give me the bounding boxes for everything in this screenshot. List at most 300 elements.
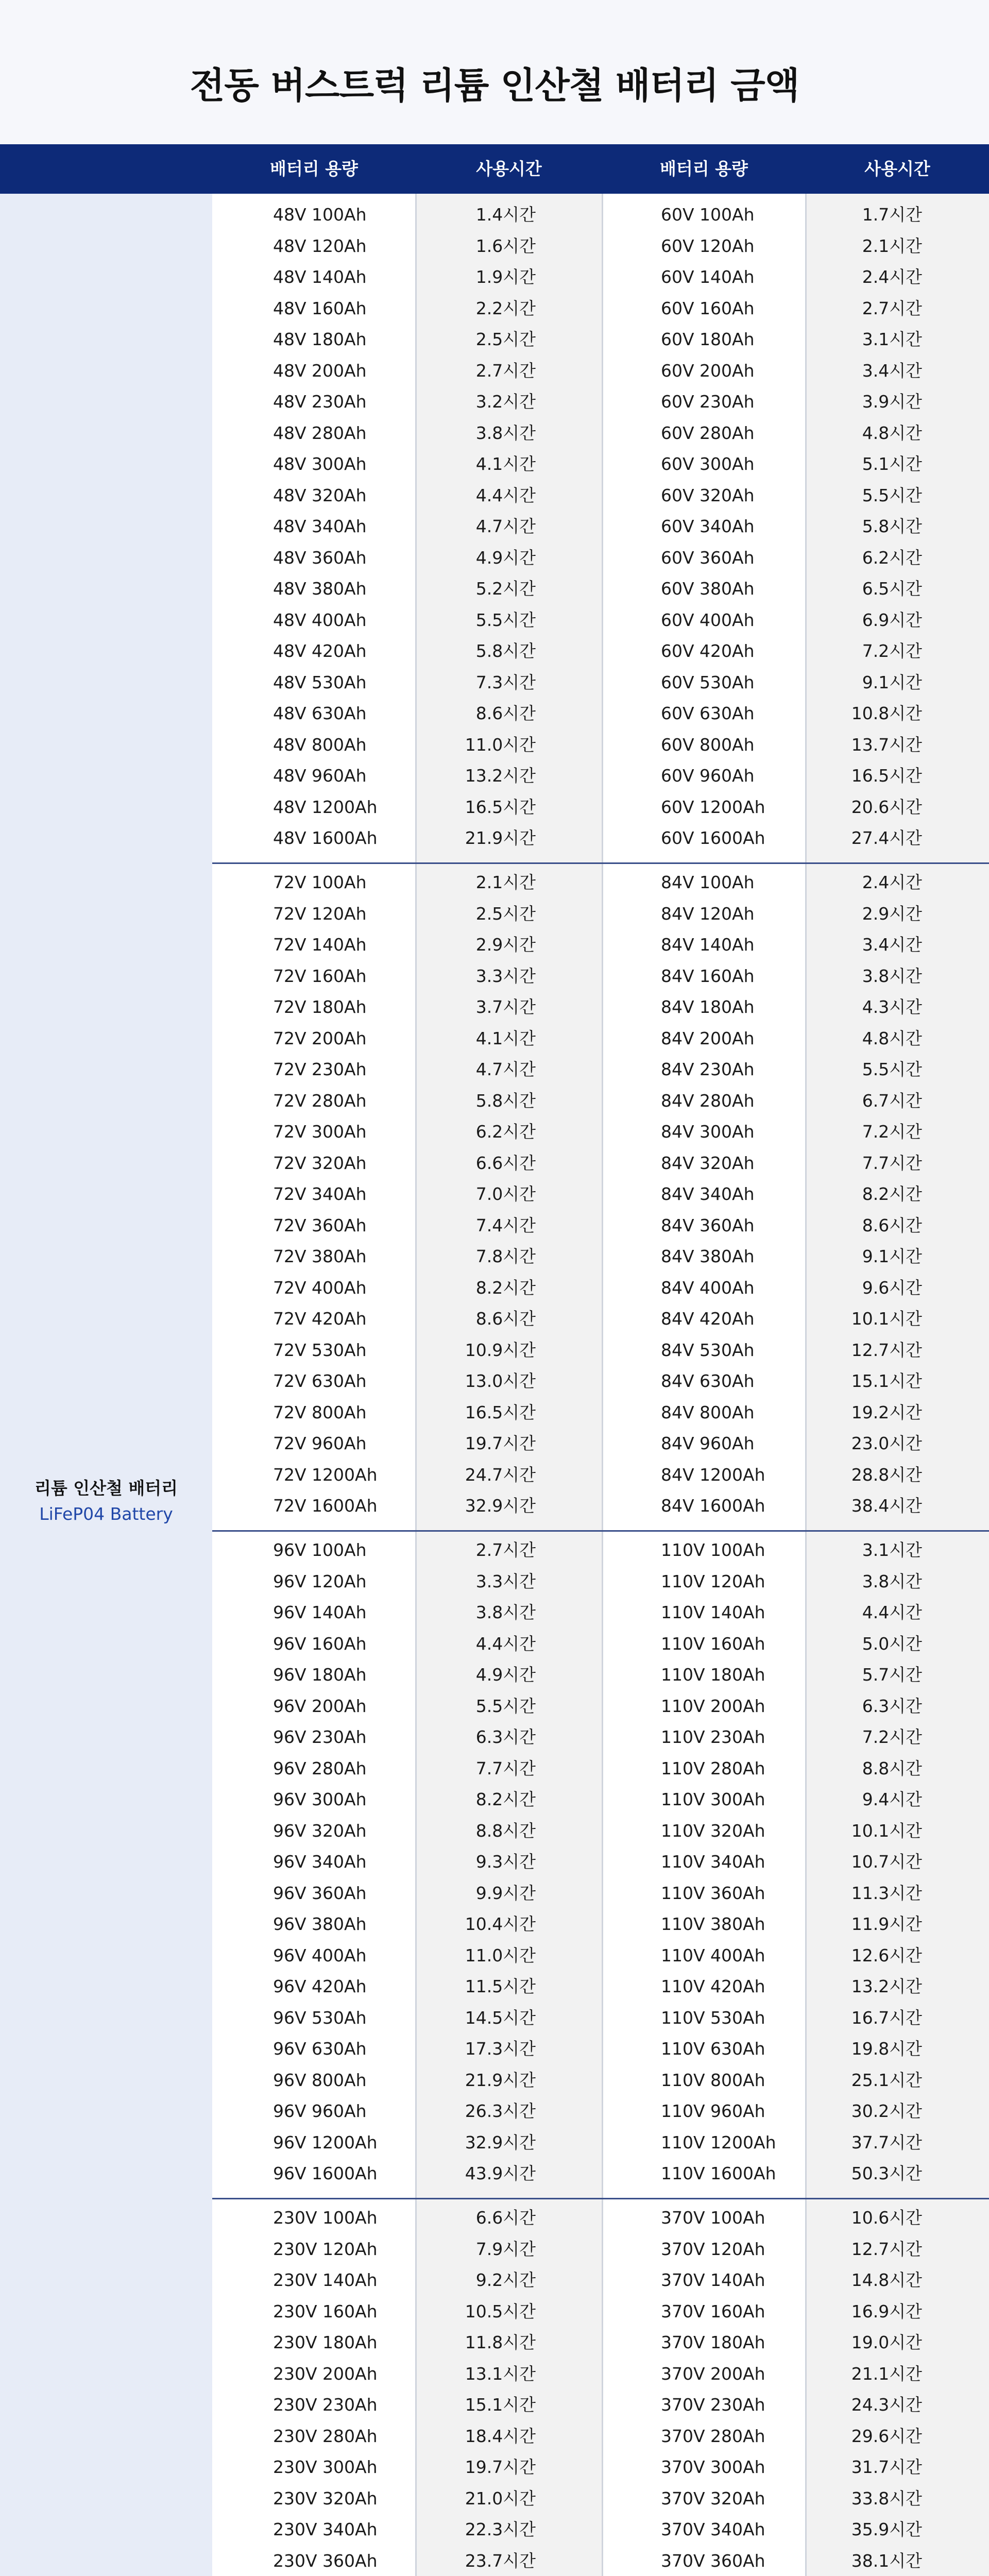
capacity-cell: 96V 360Ah	[273, 1883, 367, 1903]
runtime-cell: 2.5시간	[475, 329, 536, 349]
capacity-cell: 72V 630Ah	[273, 1371, 367, 1391]
runtime-cell: 7.2시간	[862, 1122, 922, 1142]
capacity-cell: 72V 160Ah	[273, 965, 367, 986]
runtime-cell: 26.3시간	[465, 2101, 536, 2121]
capacity-cell: 96V 320Ah	[273, 1820, 367, 1841]
capacity-cell: 230V 280Ah	[273, 2426, 378, 2446]
table-row	[0, 1659, 989, 1690]
runtime-cell: 38.4시간	[851, 1496, 922, 1516]
table-row	[0, 667, 989, 698]
capacity-cell: 110V 200Ah	[661, 1696, 765, 1716]
runtime-cell: 35.9시간	[851, 2519, 922, 2539]
runtime-cell: 21.9시간	[465, 828, 536, 848]
capacity-cell: 230V 230Ah	[273, 2395, 378, 2415]
runtime-cell: 1.4시간	[475, 205, 536, 225]
capacity-cell: 72V 380Ah	[273, 1246, 367, 1266]
header-capacity-1: 배터리 용량	[270, 159, 358, 179]
runtime-cell: 10.1시간	[851, 1309, 922, 1329]
capacity-cell: 96V 630Ah	[273, 2039, 367, 2059]
capacity-cell: 230V 300Ah	[273, 2457, 378, 2477]
table-row	[0, 355, 989, 386]
capacity-cell: 110V 530Ah	[661, 2007, 765, 2028]
capacity-cell: 72V 800Ah	[273, 1402, 367, 1422]
runtime-cell: 3.4시간	[862, 935, 922, 955]
capacity-cell: 370V 340Ah	[661, 2519, 765, 2539]
runtime-cell: 37.7시간	[851, 2132, 922, 2153]
capacity-cell: 72V 120Ah	[273, 903, 367, 924]
runtime-cell: 16.9시간	[851, 2301, 922, 2321]
capacity-cell: 96V 160Ah	[273, 1633, 367, 1654]
capacity-cell: 96V 1600Ah	[273, 2163, 378, 2183]
runtime-cell: 7.8시간	[475, 1246, 536, 1266]
capacity-cell: 60V 200Ah	[661, 360, 755, 381]
runtime-cell: 3.1시간	[862, 329, 922, 349]
runtime-cell: 13.1시간	[465, 2363, 536, 2384]
table-row	[0, 324, 989, 355]
runtime-cell: 5.2시간	[475, 579, 536, 599]
capacity-cell: 370V 140Ah	[661, 2270, 765, 2290]
table-row	[0, 1878, 989, 1909]
runtime-cell: 13.0시간	[465, 1371, 536, 1391]
table-row	[0, 1273, 989, 1303]
runtime-cell: 3.3시간	[475, 1571, 536, 1591]
table-row	[0, 823, 989, 854]
capacity-cell: 110V 120Ah	[661, 1571, 765, 1591]
capacity-cell: 96V 100Ah	[273, 1540, 367, 1560]
capacity-cell: 110V 960Ah	[661, 2101, 765, 2121]
capacity-cell: 84V 120Ah	[661, 903, 755, 924]
table-row	[0, 262, 989, 293]
capacity-cell: 72V 140Ah	[273, 935, 367, 955]
runtime-cell: 4.3시간	[862, 997, 922, 1017]
runtime-cell: 31.7시간	[851, 2457, 922, 2477]
capacity-cell: 72V 320Ah	[273, 1153, 367, 1173]
capacity-cell: 48V 200Ah	[273, 360, 367, 381]
runtime-cell: 6.3시간	[862, 1696, 922, 1716]
table-row	[0, 992, 989, 1023]
runtime-cell: 10.7시간	[851, 1852, 922, 1872]
capacity-cell: 48V 420Ah	[273, 641, 367, 661]
runtime-cell: 10.4시간	[465, 1914, 536, 1934]
runtime-cell: 7.0시간	[475, 1184, 536, 1204]
capacity-cell: 84V 360Ah	[661, 1215, 755, 1235]
runtime-cell: 22.3시간	[465, 2519, 536, 2539]
table-row	[0, 2158, 989, 2189]
capacity-cell: 230V 200Ah	[273, 2363, 378, 2384]
side-label-korean: 리튬 인산철 배터리	[34, 1478, 178, 1498]
capacity-cell: 84V 1200Ah	[661, 1464, 765, 1485]
capacity-cell: 110V 1200Ah	[661, 2132, 776, 2153]
table-row	[0, 1397, 989, 1428]
capacity-cell: 96V 380Ah	[273, 1914, 367, 1934]
runtime-cell: 8.8시간	[475, 1820, 536, 1841]
runtime-cell: 5.8시간	[475, 641, 536, 661]
capacity-cell: 110V 400Ah	[661, 1945, 765, 1965]
capacity-cell: 48V 530Ah	[273, 672, 367, 692]
runtime-cell: 7.9시간	[475, 2239, 536, 2259]
table-row	[0, 231, 989, 262]
runtime-cell: 1.7시간	[862, 205, 922, 225]
capacity-cell: 48V 300Ah	[273, 454, 367, 474]
runtime-cell: 9.9시간	[475, 1883, 536, 1903]
group-divider	[212, 2198, 989, 2199]
table-row	[0, 2546, 989, 2576]
capacity-cell: 110V 320Ah	[661, 1820, 765, 1841]
table-row	[0, 698, 989, 729]
runtime-cell: 19.2시간	[851, 1402, 922, 1422]
runtime-cell: 5.8시간	[475, 1090, 536, 1111]
runtime-cell: 16.5시간	[465, 796, 536, 817]
runtime-cell: 13.2시간	[851, 1976, 922, 1996]
capacity-cell: 60V 420Ah	[661, 641, 755, 661]
capacity-cell: 48V 360Ah	[273, 547, 367, 568]
table-row	[0, 867, 989, 898]
runtime-cell: 6.2시간	[475, 1122, 536, 1142]
capacity-cell: 60V 180Ah	[661, 329, 755, 349]
runtime-cell: 4.1시간	[475, 454, 536, 474]
table-row	[0, 1753, 989, 1784]
runtime-cell: 2.5시간	[475, 903, 536, 924]
table-row	[0, 2421, 989, 2452]
capacity-cell: 230V 340Ah	[273, 2519, 378, 2539]
table-row	[0, 2065, 989, 2096]
table-row	[0, 1428, 989, 1459]
capacity-cell: 60V 100Ah	[661, 205, 755, 225]
capacity-cell: 60V 400Ah	[661, 609, 755, 630]
runtime-cell: 6.6시간	[475, 2208, 536, 2228]
capacity-cell: 60V 280Ah	[661, 422, 755, 443]
runtime-cell: 2.9시간	[475, 935, 536, 955]
capacity-cell: 72V 960Ah	[273, 1433, 367, 1453]
runtime-cell: 2.4시간	[862, 267, 922, 287]
table-row	[0, 2296, 989, 2327]
runtime-cell: 32.9시간	[465, 1496, 536, 1516]
capacity-cell: 48V 960Ah	[273, 766, 367, 786]
capacity-cell: 230V 360Ah	[273, 2550, 378, 2571]
capacity-cell: 72V 100Ah	[273, 872, 367, 892]
runtime-cell: 5.0시간	[862, 1633, 922, 1654]
capacity-cell: 84V 180Ah	[661, 997, 755, 1017]
runtime-cell: 50.3시간	[851, 2163, 922, 2183]
capacity-cell: 48V 140Ah	[273, 267, 367, 287]
capacity-cell: 110V 180Ah	[661, 1665, 765, 1685]
runtime-cell: 9.3시간	[475, 1852, 536, 1872]
runtime-cell: 4.9시간	[475, 547, 536, 568]
table-row	[0, 1971, 989, 2002]
table-row	[0, 199, 989, 230]
runtime-cell: 19.0시간	[851, 2332, 922, 2352]
runtime-cell: 4.4시간	[862, 1602, 922, 1622]
runtime-cell: 33.8시간	[851, 2488, 922, 2509]
capacity-cell: 110V 360Ah	[661, 1883, 765, 1903]
table-row	[0, 449, 989, 480]
runtime-cell: 6.5시간	[862, 579, 922, 599]
runtime-cell: 3.8시간	[862, 965, 922, 986]
capacity-cell: 96V 300Ah	[273, 1789, 367, 1809]
runtime-cell: 4.1시간	[475, 1028, 536, 1048]
runtime-cell: 4.9시간	[475, 1665, 536, 1685]
capacity-cell: 48V 1600Ah	[273, 828, 378, 848]
runtime-cell: 43.9시간	[465, 2163, 536, 2183]
runtime-cell: 21.9시간	[465, 2070, 536, 2090]
capacity-cell: 84V 140Ah	[661, 935, 755, 955]
capacity-cell: 48V 160Ah	[273, 298, 367, 318]
capacity-cell: 110V 1600Ah	[661, 2163, 776, 2183]
table-row	[0, 1054, 989, 1085]
capacity-cell: 60V 800Ah	[661, 734, 755, 755]
capacity-cell: 48V 340Ah	[273, 516, 367, 536]
table-row	[0, 2033, 989, 2064]
runtime-cell: 2.1시간	[475, 872, 536, 892]
runtime-cell: 4.7시간	[475, 516, 536, 536]
capacity-cell: 84V 630Ah	[661, 1371, 755, 1391]
table-row	[0, 386, 989, 417]
table-row	[0, 2003, 989, 2033]
capacity-cell: 230V 140Ah	[273, 2270, 378, 2290]
runtime-cell: 11.8시간	[465, 2332, 536, 2352]
capacity-cell: 48V 280Ah	[273, 422, 367, 443]
runtime-cell: 12.6시간	[851, 1945, 922, 1965]
runtime-cell: 28.8시간	[851, 1464, 922, 1485]
capacity-cell: 60V 120Ah	[661, 235, 755, 256]
capacity-cell: 72V 230Ah	[273, 1059, 367, 1079]
capacity-cell: 96V 530Ah	[273, 2007, 367, 2028]
runtime-cell: 23.7시간	[465, 2550, 536, 2571]
capacity-cell: 96V 120Ah	[273, 1571, 367, 1591]
capacity-cell: 72V 1200Ah	[273, 1464, 378, 1485]
capacity-cell: 48V 100Ah	[273, 205, 367, 225]
capacity-cell: 84V 530Ah	[661, 1340, 755, 1360]
capacity-cell: 84V 380Ah	[661, 1246, 755, 1266]
capacity-cell: 370V 280Ah	[661, 2426, 765, 2446]
capacity-cell: 370V 320Ah	[661, 2488, 765, 2509]
table-row	[0, 636, 989, 667]
capacity-cell: 60V 360Ah	[661, 547, 755, 568]
runtime-cell: 6.3시간	[475, 1727, 536, 1747]
runtime-cell: 4.4시간	[475, 1633, 536, 1654]
runtime-cell: 8.6시간	[475, 703, 536, 723]
table-row	[0, 1816, 989, 1846]
runtime-cell: 7.4시간	[475, 1215, 536, 1235]
header-runtime-1: 사용시간	[476, 159, 542, 179]
runtime-cell: 8.2시간	[862, 1184, 922, 1204]
capacity-cell: 230V 180Ah	[273, 2332, 378, 2352]
runtime-cell: 3.3시간	[475, 965, 536, 986]
capacity-cell: 230V 160Ah	[273, 2301, 378, 2321]
runtime-cell: 18.4시간	[465, 2426, 536, 2446]
capacity-cell: 60V 530Ah	[661, 672, 755, 692]
capacity-cell: 84V 1600Ah	[661, 1496, 765, 1516]
runtime-cell: 5.1시간	[862, 454, 922, 474]
capacity-cell: 84V 800Ah	[661, 1402, 755, 1422]
table-row	[0, 1116, 989, 1147]
runtime-cell: 3.2시간	[475, 392, 536, 412]
runtime-cell: 15.1시간	[851, 1371, 922, 1391]
runtime-cell: 29.6시간	[851, 2426, 922, 2446]
capacity-cell: 84V 420Ah	[661, 1309, 755, 1329]
capacity-cell: 48V 400Ah	[273, 609, 367, 630]
runtime-cell: 5.5시간	[862, 1059, 922, 1079]
capacity-cell: 230V 120Ah	[273, 2239, 378, 2259]
table-row	[0, 1629, 989, 1659]
table-row	[0, 792, 989, 823]
runtime-cell: 11.3시간	[851, 1883, 922, 1903]
runtime-cell: 5.8시간	[862, 516, 922, 536]
capacity-cell: 72V 280Ah	[273, 1090, 367, 1111]
capacity-cell: 370V 230Ah	[661, 2395, 765, 2415]
runtime-cell: 1.9시간	[475, 267, 536, 287]
runtime-cell: 8.2시간	[475, 1277, 536, 1298]
runtime-cell: 3.4시간	[862, 360, 922, 381]
runtime-cell: 19.7시간	[465, 1433, 536, 1453]
runtime-cell: 27.4시간	[851, 828, 922, 848]
runtime-cell: 15.1시간	[465, 2395, 536, 2415]
capacity-cell: 370V 300Ah	[661, 2457, 765, 2477]
capacity-cell: 48V 800Ah	[273, 734, 367, 755]
table-row	[0, 1846, 989, 1877]
runtime-cell: 7.3시간	[475, 672, 536, 692]
table-row	[0, 1460, 989, 1490]
capacity-cell: 60V 160Ah	[661, 298, 755, 318]
runtime-cell: 6.6시간	[475, 1153, 536, 1173]
table-row	[0, 293, 989, 324]
runtime-cell: 30.2시간	[851, 2101, 922, 2121]
runtime-cell: 8.2시간	[475, 1789, 536, 1809]
capacity-cell: 110V 280Ah	[661, 1758, 765, 1778]
capacity-cell: 72V 300Ah	[273, 1122, 367, 1142]
capacity-cell: 96V 400Ah	[273, 1945, 367, 1965]
capacity-cell: 96V 800Ah	[273, 2070, 367, 2090]
table-row	[0, 961, 989, 992]
table-row	[0, 760, 989, 791]
capacity-cell: 60V 380Ah	[661, 579, 755, 599]
table-row	[0, 1366, 989, 1397]
capacity-cell: 60V 630Ah	[661, 703, 755, 723]
table-row	[0, 929, 989, 960]
capacity-cell: 84V 320Ah	[661, 1153, 755, 1173]
table-row	[0, 1691, 989, 1722]
table-row	[0, 2359, 989, 2389]
runtime-cell: 2.7시간	[475, 1540, 536, 1560]
runtime-cell: 5.5시간	[475, 1696, 536, 1716]
runtime-cell: 7.2시간	[862, 641, 922, 661]
runtime-cell: 8.8시간	[862, 1758, 922, 1778]
capacity-cell: 96V 140Ah	[273, 1602, 367, 1622]
capacity-cell: 110V 140Ah	[661, 1602, 765, 1622]
runtime-cell: 2.2시간	[475, 298, 536, 318]
capacity-cell: 48V 320Ah	[273, 485, 367, 505]
capacity-cell: 84V 230Ah	[661, 1059, 755, 1079]
capacity-cell: 84V 340Ah	[661, 1184, 755, 1204]
runtime-cell: 5.5시간	[475, 609, 536, 630]
capacity-cell: 48V 180Ah	[273, 329, 367, 349]
runtime-cell: 7.7시간	[475, 1758, 536, 1778]
capacity-cell: 96V 280Ah	[273, 1758, 367, 1778]
runtime-cell: 6.9시간	[862, 609, 922, 630]
table-row	[0, 1086, 989, 1116]
runtime-cell: 3.8시간	[862, 1571, 922, 1591]
runtime-cell: 2.7시간	[862, 298, 922, 318]
table-row	[0, 1303, 989, 1334]
runtime-cell: 9.6시간	[862, 1277, 922, 1298]
runtime-cell: 9.1시간	[862, 1246, 922, 1266]
runtime-cell: 10.5시간	[465, 2301, 536, 2321]
runtime-cell: 4.8시간	[862, 422, 922, 443]
table-row	[0, 1566, 989, 1597]
runtime-cell: 11.0시간	[465, 1945, 536, 1965]
runtime-cell: 14.5시간	[465, 2007, 536, 2028]
table-row	[0, 1597, 989, 1628]
runtime-cell: 5.5시간	[862, 485, 922, 505]
table-row	[0, 2483, 989, 2514]
table-row	[0, 1023, 989, 1054]
capacity-cell: 230V 320Ah	[273, 2488, 378, 2509]
capacity-cell: 110V 300Ah	[661, 1789, 765, 1809]
table-row	[0, 1335, 989, 1366]
capacity-cell: 72V 360Ah	[273, 1215, 367, 1235]
runtime-cell: 7.2시간	[862, 1727, 922, 1747]
table-row	[0, 2514, 989, 2545]
capacity-cell: 72V 420Ah	[273, 1309, 367, 1329]
capacity-cell: 60V 140Ah	[661, 267, 755, 287]
runtime-cell: 13.7시간	[851, 734, 922, 755]
capacity-cell: 84V 400Ah	[661, 1277, 755, 1298]
runtime-cell: 24.7시간	[465, 1464, 536, 1485]
capacity-cell: 72V 200Ah	[273, 1028, 367, 1048]
runtime-cell: 2.4시간	[862, 872, 922, 892]
runtime-cell: 12.7시간	[851, 1340, 922, 1360]
runtime-cell: 8.6시간	[862, 1215, 922, 1235]
runtime-cell: 4.4시간	[475, 485, 536, 505]
runtime-cell: 14.8시간	[851, 2270, 922, 2290]
runtime-cell: 10.6시간	[851, 2208, 922, 2228]
capacity-cell: 110V 630Ah	[661, 2039, 765, 2059]
group-divider	[212, 1530, 989, 1532]
runtime-cell: 6.7시간	[862, 1090, 922, 1111]
runtime-cell: 3.1시간	[862, 1540, 922, 1560]
runtime-cell: 21.1시간	[851, 2363, 922, 2384]
runtime-cell: 19.7시간	[465, 2457, 536, 2477]
capacity-cell: 370V 160Ah	[661, 2301, 765, 2321]
runtime-cell: 10.8시간	[851, 703, 922, 723]
table-row	[0, 730, 989, 760]
table-row	[0, 1179, 989, 1210]
table-row	[0, 480, 989, 511]
runtime-cell: 12.7시간	[851, 2239, 922, 2259]
capacity-cell: 370V 200Ah	[661, 2363, 765, 2384]
runtime-cell: 2.9시간	[862, 903, 922, 924]
runtime-cell: 3.7시간	[475, 997, 536, 1017]
capacity-cell: 48V 230Ah	[273, 392, 367, 412]
table-row	[0, 2234, 989, 2265]
capacity-cell: 370V 180Ah	[661, 2332, 765, 2352]
runtime-cell: 21.0시간	[465, 2488, 536, 2509]
capacity-cell: 72V 340Ah	[273, 1184, 367, 1204]
runtime-cell: 11.9시간	[851, 1914, 922, 1934]
capacity-cell: 60V 320Ah	[661, 485, 755, 505]
runtime-cell: 16.5시간	[465, 1402, 536, 1422]
table-row	[0, 1210, 989, 1241]
runtime-cell: 13.2시간	[465, 766, 536, 786]
table-header	[0, 144, 989, 194]
capacity-cell: 48V 120Ah	[273, 235, 367, 256]
runtime-cell: 19.8시간	[851, 2039, 922, 2059]
runtime-cell: 3.9시간	[862, 392, 922, 412]
runtime-cell: 4.8시간	[862, 1028, 922, 1048]
table-row	[0, 1722, 989, 1753]
capacity-cell: 48V 380Ah	[273, 579, 367, 599]
page-title: 전동 버스트럭 리튬 인산철 배터리 금액	[190, 64, 799, 107]
